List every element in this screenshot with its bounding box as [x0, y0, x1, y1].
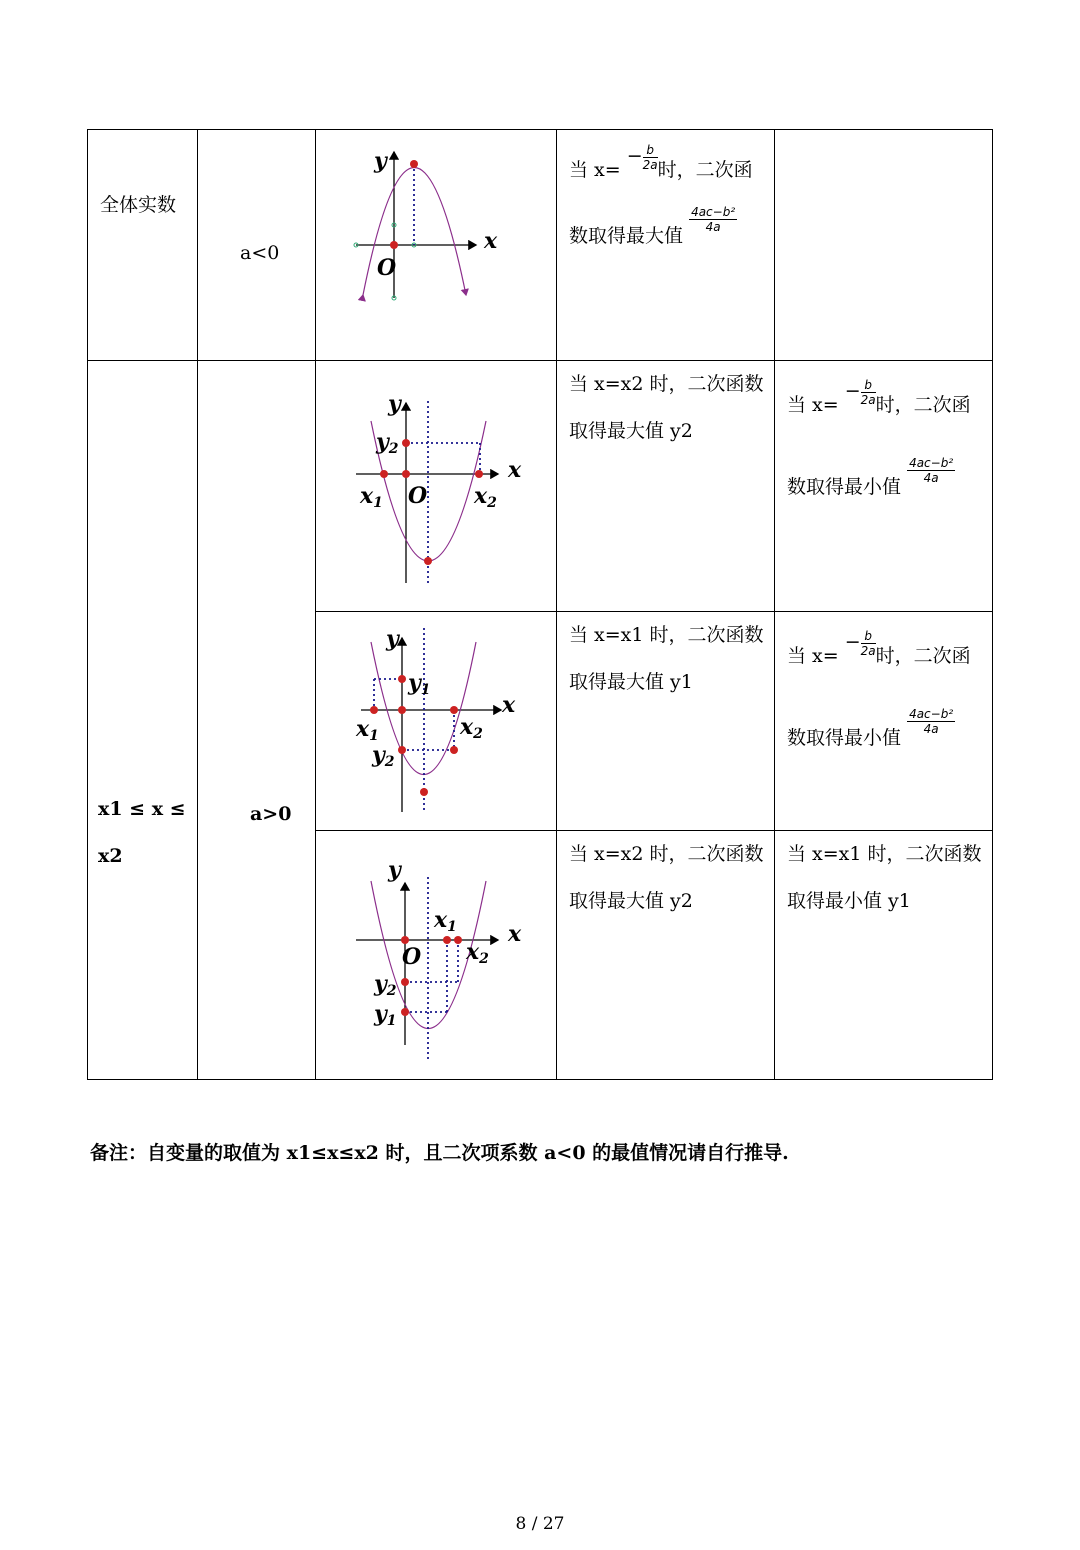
origin-label: O — [402, 944, 422, 970]
max-cell-all-reals: 当 x= − $\frac{b}{2a}$ 时，二次函 数取得最大值 $\frac{\text{4ac−b²}}{4a}$ — [557, 130, 775, 361]
row-all-reals — [88, 130, 993, 361]
graph-downward-parabola — [316, 130, 557, 361]
vertex-fraction — [861, 629, 876, 658]
graph-cell-case3 — [316, 831, 557, 1080]
max-case1-line2: 取得最大值 y2 — [569, 420, 693, 442]
graph-case1 — [316, 361, 557, 612]
vertex-fraction — [861, 378, 876, 407]
min-cell-case3 — [775, 831, 993, 1080]
min-cell-case2: 当 x= − $\frac{b}{2a}$ 时，二次函 数取得最小值 $\frac{\text{4ac−b²}}{4a}$ — [775, 612, 993, 831]
label-y1: y1 — [374, 1001, 397, 1029]
max-cell-case2 — [557, 612, 775, 831]
min-value-num: 4ac−b² — [909, 455, 954, 470]
label-y2: y2 — [374, 971, 397, 999]
max-case3-line2: 取得最大值 y2 — [569, 890, 693, 912]
min-when-suffix: 时，二次函 — [875, 394, 971, 416]
domain-all-reals: 全体实数 — [100, 194, 177, 216]
vertex-num: b — [861, 629, 876, 644]
min-value-text: 数取得最小值 — [787, 476, 902, 498]
max-when-suffix: 时，二次函 — [657, 159, 753, 181]
domain-range — [98, 786, 186, 880]
axis-label-y: y — [386, 626, 399, 652]
condition-a-neg: a<0 — [240, 242, 280, 264]
max-value-fraction — [689, 205, 737, 234]
domain-cell-all-reals — [88, 130, 198, 361]
condition-cell-a-neg — [198, 130, 316, 361]
max-cell-case1 — [557, 361, 775, 612]
max-case1-line1: 当 x=x2 时，二次函数 — [569, 373, 764, 395]
axis-label-x: x — [502, 692, 516, 718]
min-when-prefix: 当 x= — [787, 645, 839, 667]
condition-a-pos: a>0 — [250, 803, 292, 825]
label-x1: x1 — [356, 716, 379, 744]
graph-case3 — [316, 831, 557, 1080]
label-y2: y2 — [372, 742, 395, 770]
origin-label: O — [408, 483, 428, 509]
vertex-den: 2a — [642, 157, 658, 172]
vertex-den: 2a — [860, 643, 876, 658]
min-when-prefix: 当 x= — [787, 394, 839, 416]
min-value-den: 4a — [923, 721, 939, 736]
graph-cell-case1 — [316, 361, 557, 612]
axis-label-x: x — [508, 457, 522, 483]
label-x1: x1 — [434, 907, 457, 935]
min-cell-all-reals — [775, 130, 993, 361]
vertex-den: 2a — [860, 392, 876, 407]
vertex-fraction — [643, 143, 658, 172]
graph-cell-case2 — [316, 612, 557, 831]
min-value-fraction — [907, 707, 955, 736]
min-value-text: 数取得最小值 — [787, 727, 902, 749]
origin-label: O — [377, 255, 397, 281]
min-value-fraction — [907, 456, 955, 485]
vertex-num: b — [861, 378, 876, 393]
vertex-num: b — [643, 143, 658, 158]
max-case2-line1: 当 x=x1 时，二次函数 — [569, 624, 764, 646]
min-cell-case1: 当 x= − $\frac{b}{2a}$ 时，二次函 数取得最小值 $\frac{\text{4ac−b²}}{4a}$ — [775, 361, 993, 612]
max-cell-case3 — [557, 831, 775, 1080]
max-case2-line2: 取得最大值 y1 — [569, 671, 693, 693]
label-x1: x1 — [360, 483, 383, 511]
axis-label-x: x — [508, 921, 522, 947]
max-value-den: 4a — [705, 219, 721, 234]
max-case3-line1: 当 x=x2 时，二次函数 — [569, 843, 764, 865]
label-x2: x2 — [474, 483, 497, 511]
graph-case2 — [316, 612, 557, 831]
max-value-text: 数取得最大值 — [569, 225, 684, 247]
extremum-table — [87, 129, 993, 1080]
label-x2: x2 — [466, 939, 489, 967]
axis-label-x: x — [484, 228, 498, 254]
max-when-prefix: 当 x= — [569, 159, 621, 181]
label-y2: y2 — [376, 429, 399, 457]
min-case3-line1: 当 x=x1 时，二次函数 — [787, 843, 982, 865]
min-when-suffix: 时，二次函 — [875, 645, 971, 667]
min-value-num: 4ac−b² — [909, 706, 954, 721]
min-value-den: 4a — [923, 470, 939, 485]
footnote: 备注：自变量的取值为 x1≤x≤x2 时，且二次项系数 a<0 的最值情况请自行推导. — [90, 1142, 789, 1164]
row-range-case1 — [88, 361, 993, 612]
axis-label-y: y — [388, 391, 401, 417]
graph-cell-a-neg — [316, 130, 557, 361]
axis-label-y: y — [374, 148, 387, 174]
domain-cell-range — [88, 361, 198, 1080]
condition-cell-a-pos — [198, 361, 316, 1080]
page-number: 8 / 27 — [515, 1514, 565, 1534]
axis-label-y: y — [388, 857, 401, 883]
label-y1: y1 — [408, 670, 431, 698]
max-value-num: 4ac−b² — [691, 204, 736, 219]
min-case3-line2: 取得最小值 y1 — [787, 890, 911, 912]
domain-range-line2: x2 — [98, 845, 123, 867]
domain-range-line1: x1 ≤ x ≤ — [98, 798, 186, 820]
label-x2: x2 — [460, 714, 483, 742]
